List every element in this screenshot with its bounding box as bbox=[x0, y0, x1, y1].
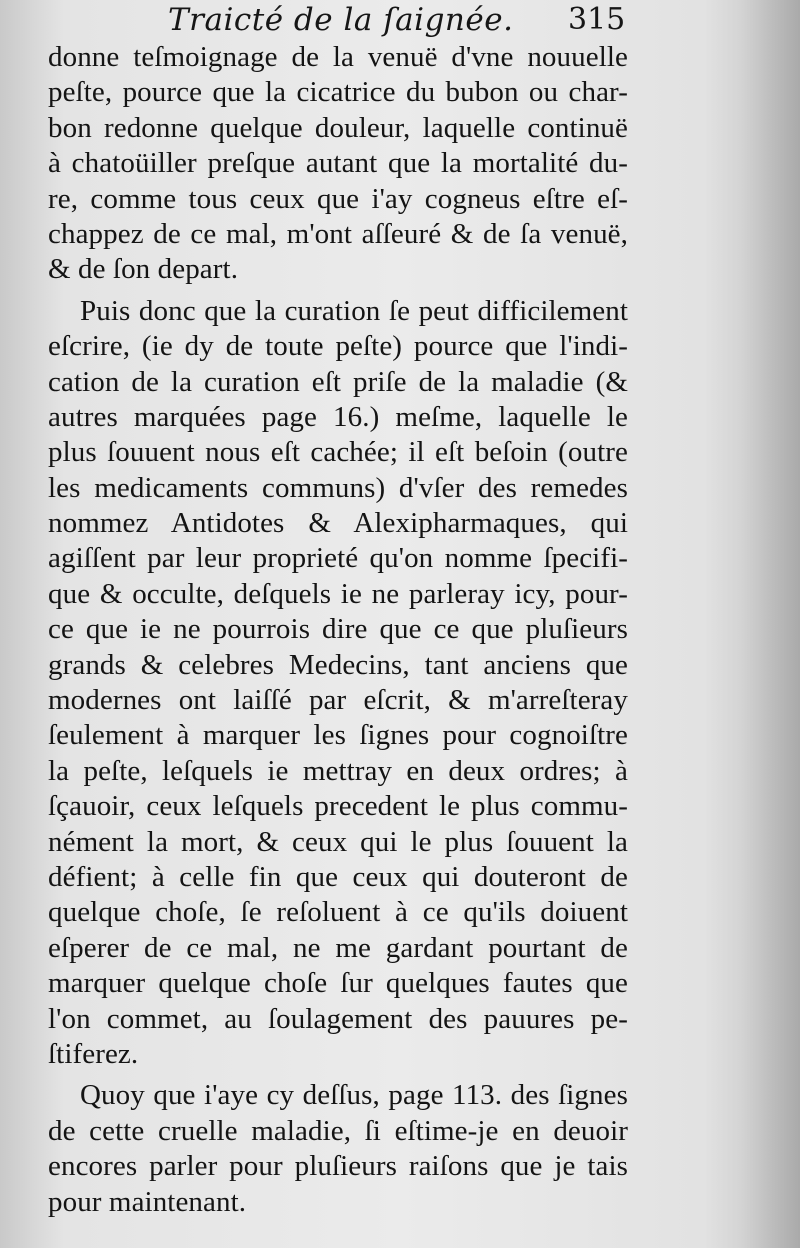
text-line: grands & celebres Medecins, tant anciens que bbox=[48, 648, 628, 681]
text-line: chappez de ce mal, m'ont aſſeuré & de ſa venuë, bbox=[48, 217, 628, 250]
text-line: donne teſmoignage de la venuë d'vne nouuelle bbox=[48, 41, 628, 73]
text-line: re, comme tous ceux que i'ay cogneus eſtre eſ- bbox=[48, 182, 628, 215]
page-header bbox=[168, 2, 628, 42]
text-line: défient; à celle fin que ceux qui douteront de bbox=[48, 860, 628, 893]
text-line: eſperer de ce mal, ne me gardant pourtant de bbox=[48, 931, 628, 964]
text-line: ſtiferez. bbox=[48, 1037, 139, 1070]
page-number: 315 bbox=[568, 2, 626, 37]
text-line: à chatoüiller preſque autant que la mortalité du- bbox=[48, 147, 628, 180]
text-line: nément la mort, & ceux qui le plus ſouuent la bbox=[48, 825, 628, 858]
text-line: pour maintenant. bbox=[48, 1185, 247, 1218]
text-line: ſçauoir, ceux leſquels precedent le plus commu- bbox=[48, 790, 628, 823]
text-line: plus ſouuent nous eſt cachée; il eſt beſoin (outre bbox=[48, 436, 628, 469]
text-line: marquer quelque choſe ſur quelques fautes que bbox=[48, 967, 628, 1000]
text-line: agiſſent par leur proprieté qu'on nomme ſpecifi- bbox=[48, 542, 628, 575]
paragraph-2 bbox=[48, 294, 628, 1073]
running-title: Traicté de la ſaignée. bbox=[168, 2, 514, 38]
text-line: que & occulte, deſquels ie ne parleray icy, pour- bbox=[48, 577, 628, 610]
text-line: peſte, pource que la cicatrice du bubon ou char- bbox=[48, 76, 628, 109]
text-line: de cette cruelle maladie, ſi eſtime-je en deuoir bbox=[48, 1114, 628, 1147]
text-line: Quoy que i'aye cy deſſus, page 113. des ſignes bbox=[80, 1079, 628, 1112]
text-line: ce que ie ne pourrois dire que ce que pluſieurs bbox=[48, 613, 628, 646]
body-text bbox=[48, 40, 628, 1220]
text-line: nommez Antidotes & Alexipharmaques, qui bbox=[48, 507, 628, 540]
paragraph-1 bbox=[48, 40, 628, 288]
text-line: Puis donc que la curation ſe peut difficilement bbox=[80, 294, 628, 327]
text-line: & de ſon depart. bbox=[48, 253, 239, 286]
text-line: ſeulement à marquer les ſignes pour cognoiſtre bbox=[48, 719, 628, 752]
text-line: eſcrire, (ie dy de toute peſte) pource que l'indi- bbox=[48, 330, 628, 363]
text-line: la peſte, leſquels ie mettray en deux ordres; à bbox=[48, 754, 628, 787]
text-line: les medicaments communs) d'vſer des remedes bbox=[48, 471, 628, 504]
text-line: encores parler pour pluſieurs raiſons que je tais bbox=[48, 1150, 628, 1183]
text-line: modernes ont laiſſé par eſcrit, & m'arreſteray bbox=[48, 684, 628, 717]
text-line: cation de la curation eſt priſe de la maladie (& bbox=[48, 365, 628, 398]
page-edge-shadow bbox=[740, 0, 800, 1248]
text-line: bon redonne quelque douleur, laquelle continuë bbox=[48, 111, 628, 144]
text-line: l'on commet, au ſoulagement des pauures pe- bbox=[48, 1002, 628, 1035]
paragraph-3 bbox=[48, 1078, 628, 1220]
text-line: autres marquées page 16.) meſme, laquelle le bbox=[48, 400, 628, 433]
text-line: quelque choſe, ſe reſoluent à ce qu'ils doiuent bbox=[48, 896, 628, 929]
